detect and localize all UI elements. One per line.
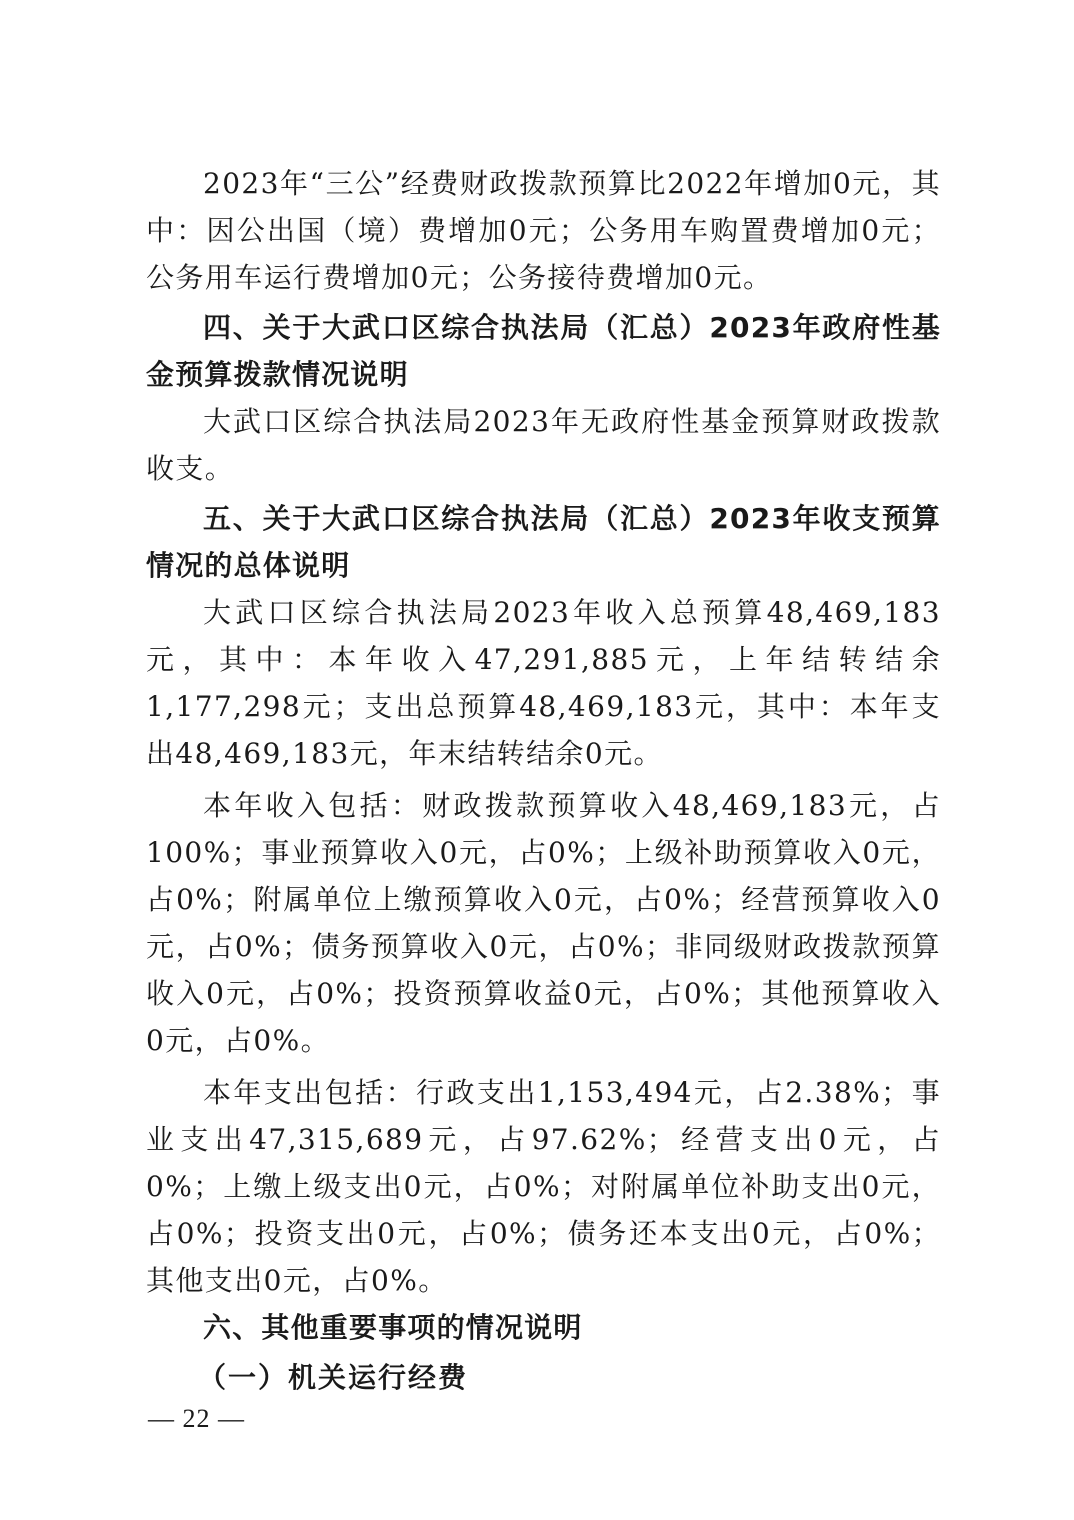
section-6-subheading-1: （一）机关运行经费 <box>198 1361 469 1394</box>
paragraph-sangong-compare: 2023年“三公”经费财政拨款预算比2022年增加0元，其中：因公出国（境）费增加0元；公务用车购置费增加0元；公务用车运行费增加0元；公务接待费增加0元。 <box>146 167 941 294</box>
section-5-body-expenditure: 本年支出包括：行政支出1,153,494元，占2.38%；事业支出47,315,689元，占97.62%；经营支出0元，占0%；上缴上级支出0元，占0%；对附属单位补助支出0元，占0%；投资支出0元，占0%；债务还本支出0元，占0%；其他支出0元，占0%。 <box>146 1076 941 1297</box>
section-5-body-totals: 大武口区综合执法局2023年收入总预算48,469,183元，其中：本年收入47,291,885元，上年结转结余1,177,298元；支出总预算48,469,183元，其中：本年支出48,469,183元，年末结转结余0元。 <box>146 596 941 770</box>
section-5-body-income: 本年收入包括：财政拨款预算收入48,469,183元，占100%；事业预算收入0元，占0%；上级补助预算收入0元，占0%；附属单位上缴预算收入0元，占0%；经营预算收入0元，占0%；债务预算收入0元，占0%；非同级财政拨款预算收入0元，占0%；投资预算收益0元，占0%；其他预算收入0元，占0%。 <box>146 789 941 1057</box>
section-4-heading: 四、关于大武口区综合执法局（汇总）2023年政府性基金预算拨款情况说明 <box>146 311 941 391</box>
section-6-heading: 六、其他重要事项的情况说明 <box>203 1311 583 1344</box>
section-5-heading: 五、关于大武口区综合执法局（汇总）2023年收支预算情况的总体说明 <box>146 502 941 582</box>
section-4-body: 大武口区综合执法局2023年无政府性基金预算财政拨款收支。 <box>146 405 941 485</box>
document-body <box>146 160 941 1401</box>
page-number: — 22 — <box>148 1404 245 1433</box>
